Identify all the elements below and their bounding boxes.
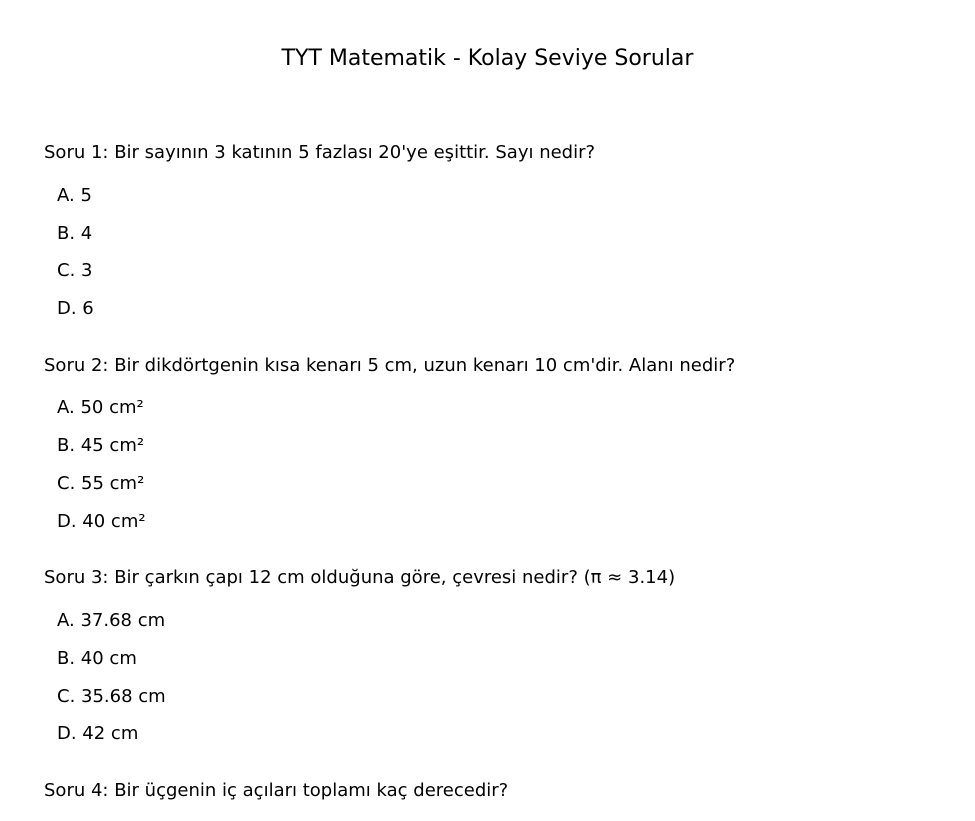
- answer-option-b[interactable]: B. 40 cm: [57, 648, 137, 669]
- answer-option-c[interactable]: C. 35.68 cm: [57, 686, 166, 707]
- answer-option-c[interactable]: C. 55 cm²: [57, 473, 145, 494]
- answer-option-d[interactable]: D. 40 cm²: [57, 511, 146, 532]
- answer-option-b[interactable]: B. 4: [57, 223, 93, 244]
- page-title: TYT Matematik - Kolay Seviye Sorular: [281, 46, 694, 71]
- answer-option-b[interactable]: B. 45 cm²: [57, 435, 145, 456]
- answer-option-a[interactable]: A. 50 cm²: [57, 397, 144, 418]
- question-text: Soru 2: Bir dikdörtgenin kısa kenarı 5 cm, uzun kenarı 10 cm'dir. Alanı nedir?: [44, 355, 736, 376]
- answer-option-a[interactable]: A. 37.68 cm: [57, 610, 166, 631]
- question-text: Soru 1: Bir sayının 3 katının 5 fazlası 20'ye eşittir. Sayı nedir?: [44, 142, 596, 163]
- question-text: Soru 4: Bir üçgenin iç açıları toplamı kaç derecedir?: [44, 780, 509, 801]
- answer-option-d[interactable]: D. 42 cm: [57, 723, 139, 744]
- answer-option-d[interactable]: D. 6: [57, 298, 94, 319]
- answer-option-c[interactable]: C. 3: [57, 260, 93, 281]
- answer-option-a[interactable]: A. 5: [57, 185, 92, 206]
- question-text: Soru 3: Bir çarkın çapı 12 cm olduğuna göre, çevresi nedir? (π ≈ 3.14): [44, 567, 676, 588]
